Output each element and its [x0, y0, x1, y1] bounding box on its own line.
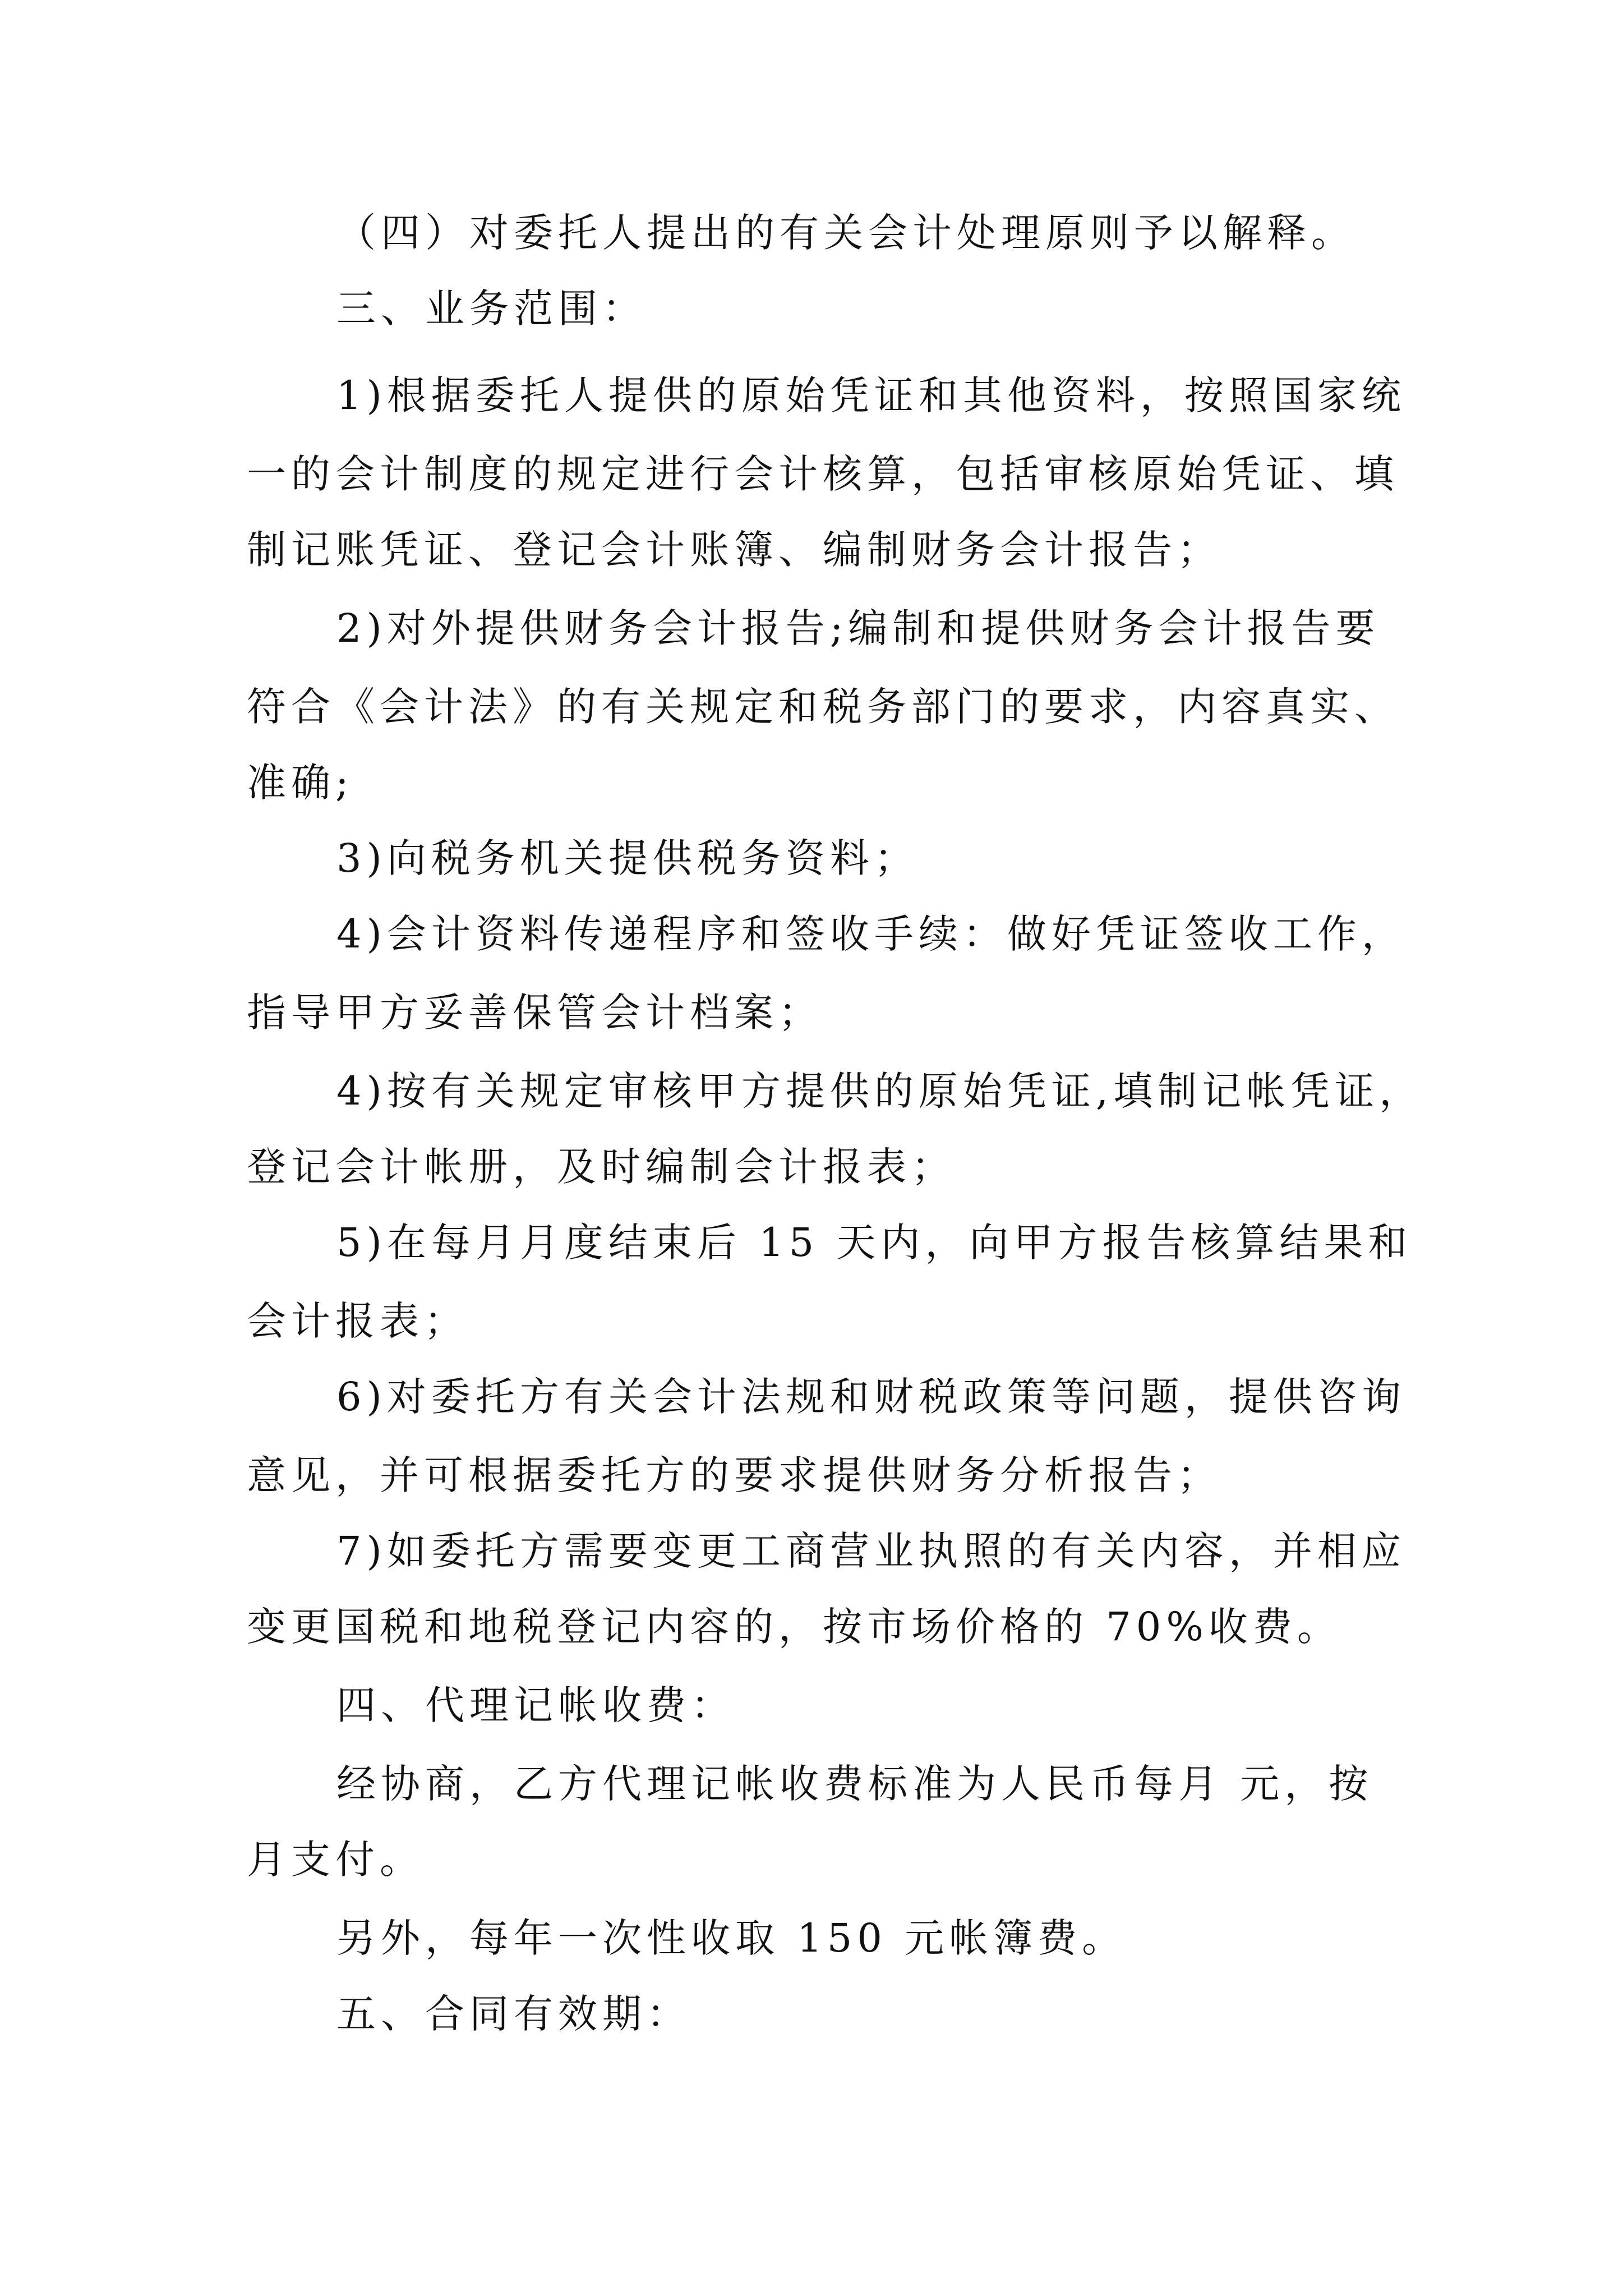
- section-heading: 四、代理记帐收费：: [336, 1682, 735, 1728]
- paragraph-line: 会计报表；: [247, 1298, 468, 1344]
- section-heading: 五、合同有效期：: [336, 1991, 691, 2037]
- paragraph-line: 3)向税务机关提供税务资料；: [336, 835, 919, 881]
- paragraph-line: 4)会计资料传递程序和签收手续：做好凭证签收工作，: [336, 911, 1406, 957]
- paragraph-line: 1)根据委托人提供的原始凭证和其他资料，按照国家统: [336, 372, 1406, 418]
- paragraph-line: 指导甲方妥善保管会计档案；: [247, 990, 823, 1036]
- paragraph-line: 变更国税和地税登记内容的，按市场价格的 70%收费。: [247, 1604, 1341, 1650]
- paragraph-line: 准确;: [247, 760, 354, 806]
- paragraph-line: 4)按有关规定审核甲方提供的原始凭证,填制记帐凭证，: [336, 1068, 1424, 1114]
- paragraph-line: 经协商，乙方代理记帐收费标准为人民币每月 元，按: [336, 1761, 1373, 1807]
- paragraph-line: 6)对委托方有关会计法规和财税政策等问题，提供咨询: [336, 1374, 1406, 1420]
- paragraph-line: 符合《会计法》的有关规定和税务部门的要求，内容真实、: [247, 684, 1399, 730]
- paragraph-line: 5)在每月月度结束后 15 天内，向甲方报告核算结果和: [336, 1220, 1413, 1266]
- paragraph-line: （四）对委托人提出的有关会计处理原则予以解释。: [336, 210, 1355, 256]
- paragraph-line: 一的会计制度的规定进行会计核算，包括审核原始凭证、填: [247, 451, 1399, 497]
- paragraph-line: 2)对外提供财务会计报告;编制和提供财务会计报告要: [336, 605, 1380, 651]
- section-heading: 三、业务范围：: [336, 286, 647, 332]
- paragraph-line: 另外，每年一次性收取 150 元帐簿费。: [336, 1915, 1127, 1961]
- paragraph-line: 登记会计帐册，及时编制会计报表；: [247, 1144, 956, 1190]
- paragraph-line: 意见，并可根据委托方的要求提供财务分析报告；: [247, 1452, 1221, 1498]
- paragraph-line: 月支付。: [247, 1837, 424, 1883]
- paragraph-line: 7)如委托方需要变更工商营业执照的有关内容，并相应: [336, 1528, 1406, 1574]
- paragraph-line: 制记账凭证、登记会计账簿、编制财务会计报告；: [247, 527, 1221, 573]
